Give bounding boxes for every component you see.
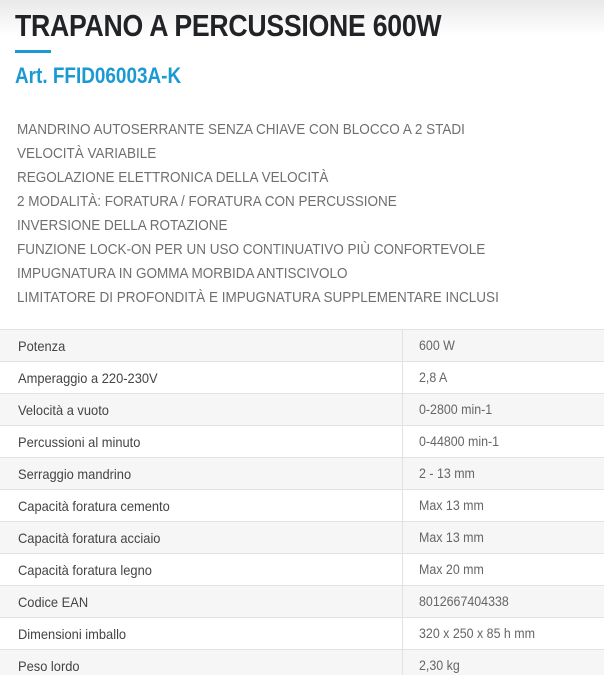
table-row bbox=[0, 650, 604, 675]
table-row bbox=[0, 554, 604, 586]
spec-label: Capacità foratura legno bbox=[0, 554, 402, 586]
spec-value: Max 13 mm bbox=[418, 530, 484, 545]
table-row bbox=[0, 458, 604, 490]
feature-item: REGOLAZIONE ELETTRONICA DELLA VELOCITÀ bbox=[17, 169, 329, 186]
feature-item: IMPUGNATURA IN GOMMA MORBIDA ANTISCIVOLO bbox=[17, 265, 348, 282]
spec-label: Amperaggio a 220-230V bbox=[0, 362, 402, 394]
spec-value: 600 W bbox=[418, 338, 455, 353]
spec-value: Max 13 mm bbox=[418, 498, 484, 513]
product-title: TRAPANO A PERCUSSIONE 600W bbox=[15, 8, 442, 43]
spec-label: Codice EAN bbox=[0, 586, 402, 618]
features-list bbox=[17, 118, 552, 310]
table-row bbox=[0, 394, 604, 426]
spec-value: 2,8 A bbox=[418, 370, 447, 385]
feature-item: INVERSIONE DELLA ROTAZIONE bbox=[17, 217, 228, 234]
spec-label: Capacità foratura acciaio bbox=[0, 522, 402, 554]
spec-label: Peso lordo bbox=[0, 650, 402, 675]
table-row bbox=[0, 618, 604, 650]
table-row bbox=[0, 330, 604, 362]
spec-label: Capacità foratura cemento bbox=[0, 490, 402, 522]
feature-item: MANDRINO AUTOSERRANTE SENZA CHIAVE CON BLOCCO A 2 STADI bbox=[17, 121, 465, 138]
spec-value: 2,30 kg bbox=[418, 658, 460, 673]
feature-item: 2 MODALITÀ: FORATURA / FORATURA CON PERCUSSIONE bbox=[17, 193, 397, 210]
specs-table bbox=[0, 329, 604, 675]
spec-value: 0-2800 min-1 bbox=[418, 402, 492, 417]
spec-label: Dimensioni imballo bbox=[0, 618, 402, 650]
spec-value: 2 - 13 mm bbox=[418, 466, 475, 481]
spec-label: Percussioni al minuto bbox=[0, 426, 402, 458]
feature-item: VELOCITÀ VARIABILE bbox=[17, 145, 157, 162]
spec-value: 8012667404338 bbox=[418, 594, 509, 609]
table-row bbox=[0, 586, 604, 618]
feature-item: FUNZIONE LOCK-ON PER UN USO CONTINUATIVO PIÙ CONFORTEVOLE bbox=[17, 241, 486, 258]
spec-value: 320 x 250 x 85 h mm bbox=[418, 626, 535, 641]
table-row bbox=[0, 426, 604, 458]
table-row bbox=[0, 362, 604, 394]
spec-value: 0-44800 min-1 bbox=[418, 434, 499, 449]
spec-label: Potenza bbox=[0, 330, 402, 362]
table-row bbox=[0, 490, 604, 522]
feature-item: LIMITATORE DI PROFONDITÀ E IMPUGNATURA SUPPLEMENTARE INCLUSI bbox=[17, 289, 499, 306]
table-row bbox=[0, 522, 604, 554]
article-code: Art. FFID06003A-K bbox=[15, 63, 182, 88]
title-accent-bar bbox=[15, 50, 51, 53]
spec-label: Serraggio mandrino bbox=[0, 458, 402, 490]
spec-value: Max 20 mm bbox=[418, 562, 484, 577]
spec-label: Velocità a vuoto bbox=[0, 394, 402, 426]
